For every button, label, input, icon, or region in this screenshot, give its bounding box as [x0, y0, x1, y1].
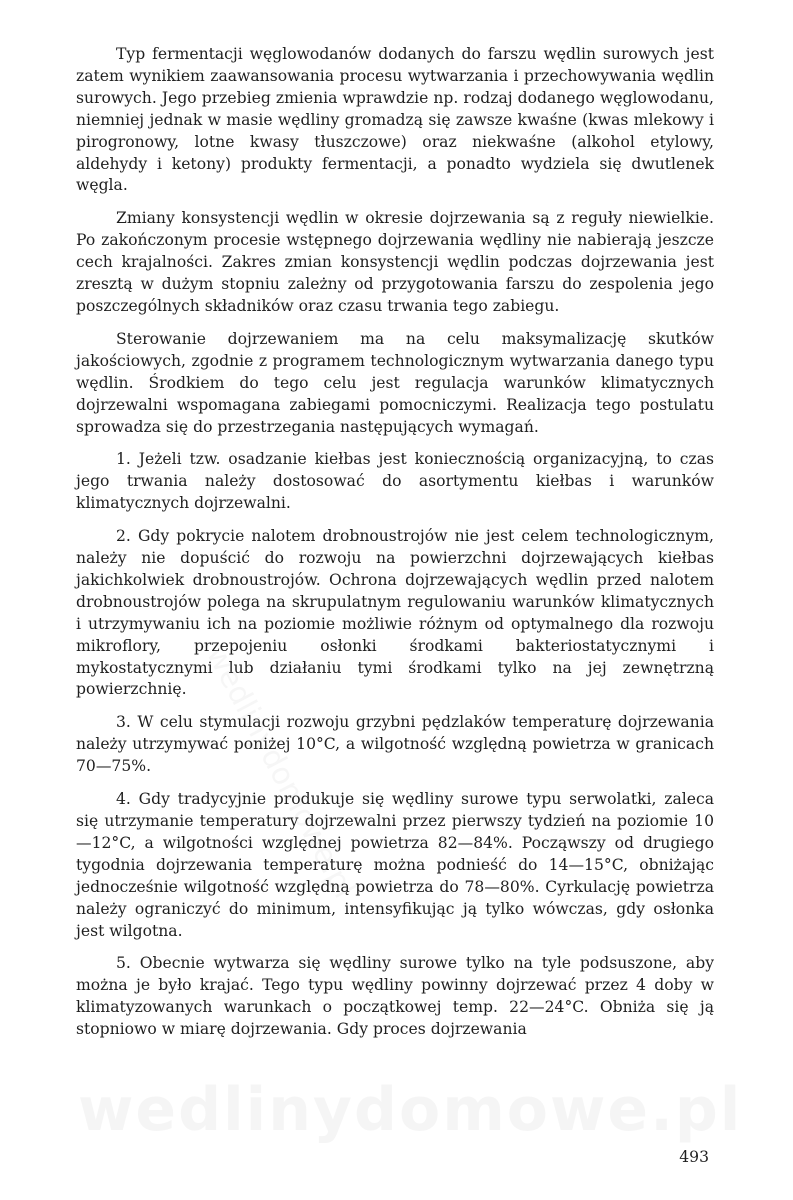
list-item-1: 1. Jeżeli tzw. osadzanie kiełbas jest koniecznością organizacyjną, to czas jego trwania należy dostosować do asortymentu kiełbas i warunków klimatycznych dojrzewalni. — [76, 450, 714, 513]
list-item-2: 2. Gdy pokrycie nalotem drobnoustrojów nie jest celem technologicznym, należy nie dopuścić do rozwoju na powierzchni dojrzewających kiełbas jakichkolwiek drobnoustrojów. Ochrona dojrzewających wędlin przed nalotem drobnoustrojów polega na skrupulatnym regulowaniu warunków klimatycznych i utrzymywaniu ich na poziomie możliwie różnym od optymalnego dla rozwoju mikroflory, przepojeniu osłonki środkami bakteriostatycznymi i mykostatycznymi lub działaniu tymi środkami tylko na jej zewnętrzną powierzchnię. — [76, 527, 714, 699]
page-body — [76, 44, 714, 1052]
list-item-5: 5. Obecnie wytwarza się wędliny surowe tylko na tyle podsuszone, aby można je było krajać. Tego typu wędliny powinny dojrzewać przez 4 doby w klimatyzowanych warunkach o początkowej temp. 22—24°C. Obniża się ją stopniowo w miarę dojrzewania. Gdy proces dojrzewania — [76, 954, 714, 1039]
paragraph-fermentation: Typ fermentacji węglowodanów dodanych do farszu wędlin surowych jest zatem wynikiem zaawansowania procesu wytwarzania i przechowywania wędlin surowych. Jego przebieg zmienia wprawdzie np. rodzaj dodanego węglowodanu, niemniej jednak w masie wędliny gromadzą się zawsze kwaśne (kwas mlekowy i pirogronowy, lotne kwasy tłuszczowe) oraz niekwaśne (alkohol etylowy, aldehydy i ketony) produkty fermentacji, a ponadto wydziela się dwutlenek węgla. — [76, 45, 714, 195]
paragraph-consistency: Zmiany konsystencji wędlin w okresie dojrzewania są z reguły niewielkie. Po zakończonym procesie wstępnego dojrzewania wędliny nie nabierają jeszcze cech krajalności. Zakres zmian konsystencji wędlin podczas dojrzewania jest zresztą w dużym stopniu zależny od przygotowania farszu do zespolenia jego poszczególnych składników oraz czasu trwania tego zabiegu. — [76, 209, 714, 315]
diagonal-watermark: wedlinydomowe.pl — [199, 640, 362, 904]
paragraph-control: Sterowanie dojrzewaniem ma na celu maksymalizację skutków jakościowych, zgodnie z programem technologicznym wytwarzania danego typu wędlin. Środkiem do tego celu jest regulacja warunków klimatycznych dojrzewalni wspomagana zabiegami pomocniczymi. Realizacja tego postulatu sprowadza się do przestrzegania następujących wymagań. — [76, 329, 714, 436]
list-item-3: 3. W celu stymulacji rozwoju grzybni pędzlaków temperaturę dojrzewania należy utrzymywać poniżej 10°C, a wilgotność względną powietrza w granicach 70—75%. — [76, 713, 714, 776]
page-number: 493 — [679, 1148, 709, 1166]
bottom-watermark: wedlinydomowe.pl — [78, 1075, 743, 1145]
list-item-4: 4. Gdy tradycyjnie produkuje się wędliny surowe typu serwolatki, zaleca się utrzymanie temperatury dojrzewalni przez pierwszy tydzień na poziomie 10—12°C, a wilgotności względnej powietrza 82—84%. Począwszy od drugiego tygodnia dojrzewania temperaturę można podnieść do 14—15°C, obniżając jednocześnie wilgotność względną powietrza do 78—80%. Cyrkulację powietrza należy ograniczyć do minimum, intensyfikując ją tylko wówczas, gdy osłonka jest wilgotna. — [76, 790, 714, 940]
